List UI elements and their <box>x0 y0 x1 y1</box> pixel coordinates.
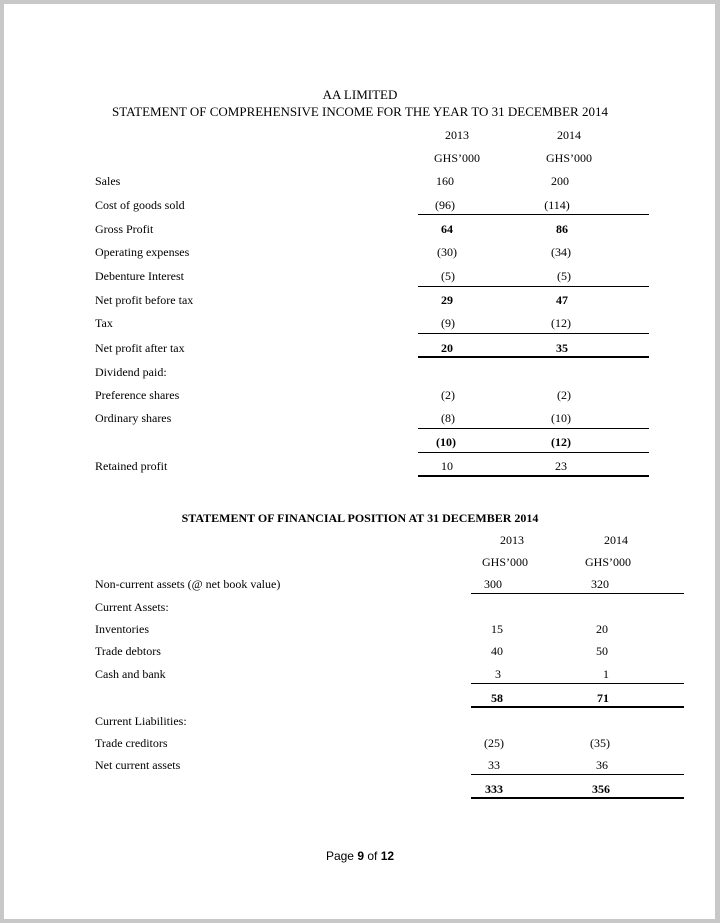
income-rule <box>418 356 649 358</box>
fp-rule <box>471 593 684 594</box>
fp-row-2014: 1 <box>603 667 609 681</box>
income-row-2013: 160 <box>436 174 454 188</box>
fp-row-2013: 300 <box>484 577 502 591</box>
income-row-2013: (9) <box>441 316 455 330</box>
income-row-label: Retained profit <box>95 459 168 473</box>
fp-currency-2013: GHS’000 <box>481 555 529 569</box>
fp-row-2014: 356 <box>592 782 610 796</box>
fp-row-2014: 20 <box>596 622 608 636</box>
income-row-label: Cost of goods sold <box>95 198 185 212</box>
income-year-2013: 2013 <box>445 128 469 142</box>
income-row-2014: (12) <box>551 316 571 330</box>
income-row-2013: (96) <box>435 198 455 212</box>
income-rule <box>418 452 649 453</box>
income-row-label: Gross Profit <box>95 222 154 236</box>
income-rule <box>418 333 649 334</box>
fp-row-2013: 58 <box>491 691 503 705</box>
fp-rule <box>471 683 684 684</box>
income-row-2014: (34) <box>551 245 571 259</box>
income-row-2014: 35 <box>556 341 568 355</box>
income-row-2014: 200 <box>551 174 569 188</box>
fp-row-2013: 333 <box>485 782 503 796</box>
income-row-label: Sales <box>95 174 121 188</box>
fp-row-label: Non-current assets (@ net book value) <box>95 577 281 591</box>
income-row-label: Tax <box>95 316 113 330</box>
fp-rule <box>471 797 684 799</box>
income-row-label: Preference shares <box>95 388 180 402</box>
fp-row-2013: (25) <box>484 736 504 750</box>
company-name: AA LIMITED <box>322 87 398 102</box>
income-row-2013: 29 <box>441 293 453 307</box>
fp-row-2014: 36 <box>596 758 608 772</box>
fp-currency-2014: GHS’000 <box>584 555 632 569</box>
fp-row-label: Cash and bank <box>95 667 166 681</box>
income-row-2014: (114) <box>544 198 570 212</box>
page-of: of <box>367 849 378 863</box>
income-row-label: Net profit before tax <box>95 293 194 307</box>
fp-year-2013: 2013 <box>500 533 524 547</box>
income-row-2013: 20 <box>441 341 453 355</box>
fp-row-label: Inventories <box>95 622 149 636</box>
income-row-2014: (5) <box>557 269 571 283</box>
page-total: 12 <box>380 849 395 863</box>
fp-row-label: Trade debtors <box>95 644 161 658</box>
income-currency-2013: GHS’000 <box>433 151 481 165</box>
income-statement-title: STATEMENT OF COMPREHENSIVE INCOME FOR THE YEAR TO 31 DECEMBER 2014 <box>112 104 608 119</box>
income-row-label: Net profit after tax <box>95 341 185 355</box>
page-current: 9 <box>357 849 364 863</box>
income-row-2013: (10) <box>436 435 456 449</box>
income-row-2013: (30) <box>437 245 457 259</box>
income-row-2014: (12) <box>551 435 571 449</box>
fp-row-2014: (35) <box>590 736 610 750</box>
income-year-2014: 2014 <box>557 128 581 142</box>
income-row-2014: (10) <box>551 411 571 425</box>
income-rule <box>418 214 649 215</box>
income-row-label: Ordinary shares <box>95 411 172 425</box>
income-row-2013: (5) <box>441 269 455 283</box>
income-row-2013: 64 <box>441 222 453 236</box>
page-prefix: Page <box>325 849 354 863</box>
fp-row-label: Current Assets: <box>95 600 169 614</box>
income-row-2014: (2) <box>557 388 571 402</box>
fp-row-2013: 3 <box>495 667 501 681</box>
income-row-2014: 86 <box>556 222 568 236</box>
fp-row-2014: 50 <box>596 644 608 658</box>
income-currency-2014: GHS’000 <box>545 151 593 165</box>
income-rule <box>418 428 649 429</box>
income-row-2013: (2) <box>441 388 455 402</box>
income-row-2014: 47 <box>556 293 568 307</box>
fp-rule <box>471 706 684 708</box>
income-rule <box>418 286 649 287</box>
fp-row-2013: 40 <box>491 644 503 658</box>
income-row-label: Operating expenses <box>95 245 190 259</box>
document-page <box>4 4 715 919</box>
fp-row-2013: 33 <box>488 758 500 772</box>
income-row-label: Debenture Interest <box>95 269 184 283</box>
income-row-2013: 10 <box>441 459 453 473</box>
income-rule <box>418 475 649 477</box>
fp-year-2014: 2014 <box>604 533 628 547</box>
financial-position-title: STATEMENT OF FINANCIAL POSITION AT 31 DECEMBER 2014 <box>181 511 539 525</box>
fp-row-label: Trade creditors <box>95 736 168 750</box>
fp-row-2014: 71 <box>597 691 609 705</box>
fp-rule <box>471 774 684 775</box>
income-row-label: Dividend paid: <box>95 365 167 379</box>
income-row-2013: (8) <box>441 411 455 425</box>
fp-row-label: Current Liabilities: <box>95 714 187 728</box>
fp-row-label: Net current assets <box>95 758 181 772</box>
fp-row-2014: 320 <box>591 577 609 591</box>
page-number <box>326 849 394 863</box>
fp-row-2013: 15 <box>491 622 503 636</box>
income-row-2014: 23 <box>555 459 567 473</box>
